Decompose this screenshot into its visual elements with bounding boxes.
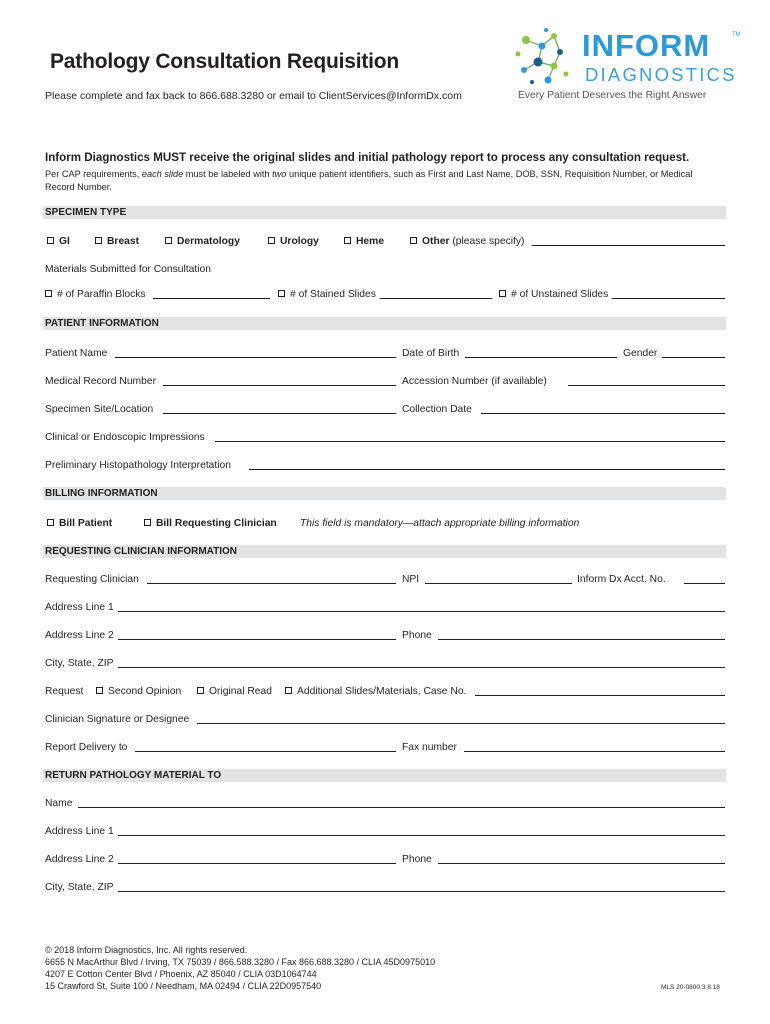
checkbox-icon [47, 519, 54, 526]
requirement-headline: Inform Diagnostics MUST receive the original slides and initial pathology report to process any consultation request. [45, 151, 690, 164]
checkbox-icon [165, 237, 172, 244]
medical-record-number-label: Medical Record Number [45, 376, 157, 387]
report-delivery-field[interactable] [135, 751, 396, 752]
checkbox-other[interactable]: Other (please specify) [410, 235, 524, 248]
clinician-city-state-zip-field[interactable] [118, 667, 725, 668]
clinician-address-line-2-label: Address Line 2 [45, 630, 114, 641]
patient-information-heading: PATIENT INFORMATION [43, 317, 726, 330]
logo-word-diagnostics: DIAGNOSTICS [585, 64, 737, 85]
irving-address: 6655 N MacArthur Blvd / Irving, TX 75039 / 866.588.3280 / Fax 866.688.3280 / CLIA 45D0975010 [45, 957, 436, 967]
collection-date-field[interactable] [481, 413, 725, 414]
specimen-type-heading: SPECIMEN TYPE [43, 206, 726, 219]
clinician-city-state-zip-label: City, State, ZIP [45, 658, 114, 669]
form-title: Pathology Consultation Requisition [50, 50, 400, 73]
medical-record-number-field[interactable] [163, 385, 396, 386]
logo-trademark: TM [732, 32, 741, 38]
return-city-state-zip-field[interactable] [118, 891, 725, 892]
return-address-line-1-field[interactable] [118, 835, 725, 836]
clinician-address-line-1-label: Address Line 1 [45, 602, 114, 613]
requesting-clinician-field[interactable] [147, 583, 396, 584]
acct-no-label: Inform Dx Acct. No. [577, 574, 666, 585]
checkbox-paraffin-blocks[interactable]: # of Paraffin Blocks [45, 288, 146, 301]
checkbox-gi[interactable]: GI [47, 235, 70, 248]
copyright-line: © 2018 Inform Diagnostics, Inc. All rights reserved. [45, 945, 248, 955]
logo-tagline: Every Patient Deserves the Right Answer [518, 90, 707, 101]
return-name-label: Name [45, 798, 73, 809]
checkbox-additional-slides[interactable]: Additional Slides/Materials, Case No. [285, 685, 466, 698]
checkbox-heme[interactable]: Heme [344, 235, 384, 248]
acct-no-field[interactable] [684, 583, 725, 584]
form-code: MLS 20-0800.3 8.18 [661, 984, 720, 991]
other-specify-field[interactable] [532, 245, 725, 246]
gender-label: Gender [623, 348, 658, 359]
patient-name-field[interactable] [115, 357, 396, 358]
clinician-signature-field[interactable] [197, 723, 725, 724]
checkbox-second-opinion[interactable]: Second Opinion [96, 685, 181, 698]
paraffin-blocks-field[interactable] [153, 298, 270, 299]
preliminary-interpretation-field[interactable] [249, 469, 725, 470]
checkbox-icon [96, 687, 103, 694]
checkbox-icon [344, 237, 351, 244]
npi-label: NPI [402, 574, 420, 585]
collection-date-label: Collection Date [402, 404, 472, 415]
checkbox-icon [45, 290, 52, 297]
clinician-address-line-2-field[interactable] [118, 639, 396, 640]
clinician-address-line-1-field[interactable] [118, 611, 725, 612]
materials-label: Materials Submitted for Consultation [45, 264, 211, 275]
requesting-clinician-label: Requesting Clinician [45, 574, 139, 585]
patient-name-label: Patient Name [45, 348, 108, 359]
clinical-impressions-label: Clinical or Endoscopic Impressions [45, 432, 205, 443]
checkbox-bill-patient[interactable]: Bill Patient [47, 517, 112, 530]
molecule-logo-icon [514, 26, 574, 88]
fax-number-field[interactable] [464, 751, 725, 752]
checkbox-original-read[interactable]: Original Read [197, 685, 272, 698]
case-number-field[interactable] [475, 695, 725, 696]
accession-number-field[interactable] [568, 385, 725, 386]
checkbox-icon [47, 237, 54, 244]
footer-addresses [45, 944, 435, 992]
phoenix-address: 4207 E Cotton Center Blvd / Phoenix, AZ 85040 / CLIA 03D1064744 [45, 969, 317, 979]
stained-slides-field[interactable] [380, 298, 492, 299]
specimen-site-label: Specimen Site/Location [45, 404, 154, 415]
return-material-heading: RETURN PATHOLOGY MATERIAL TO [43, 769, 726, 782]
checkbox-icon [95, 237, 102, 244]
checkbox-icon [499, 290, 506, 297]
checkbox-unstained-slides[interactable]: # of Unstained Slides [499, 288, 608, 301]
date-of-birth-label: Date of Birth [402, 348, 460, 359]
clinical-impressions-field[interactable] [215, 441, 725, 442]
return-address-line-1-label: Address Line 1 [45, 826, 114, 837]
return-address-line-2-label: Address Line 2 [45, 854, 114, 865]
gender-field[interactable] [662, 357, 725, 358]
checkbox-stained-slides[interactable]: # of Stained Slides [278, 288, 376, 301]
unstained-slides-field[interactable] [612, 298, 725, 299]
form-subtitle: Please complete and fax back to 866.688.3280 or email to ClientServices@InformDx.com [45, 90, 462, 102]
checkbox-icon [278, 290, 285, 297]
checkbox-urology[interactable]: Urology [268, 235, 319, 248]
checkbox-icon [285, 687, 292, 694]
checkbox-icon [410, 237, 417, 244]
clinician-phone-label: Phone [402, 630, 432, 641]
accession-number-label: Accession Number (if available) [402, 376, 547, 387]
needham-address: 15 Crawford St, Suite 100 / Needham, MA 02494 / CLIA 22D0957540 [45, 981, 322, 991]
return-address-line-2-field[interactable] [118, 863, 396, 864]
checkbox-breast[interactable]: Breast [95, 235, 139, 248]
billing-mandatory-note: This field is mandatory—attach appropriate billing information [300, 518, 580, 529]
return-city-state-zip-label: City, State, ZIP [45, 882, 114, 893]
clinician-phone-field[interactable] [438, 639, 725, 640]
checkbox-icon [268, 237, 275, 244]
preliminary-interpretation-label: Preliminary Histopathology Interpretation [45, 460, 232, 471]
logo-word-inform: INFORM [582, 28, 711, 63]
inform-diagnostics-logo [514, 26, 740, 110]
specimen-site-field[interactable] [163, 413, 396, 414]
return-phone-label: Phone [402, 854, 432, 865]
return-name-field[interactable] [78, 807, 725, 808]
checkbox-bill-requesting-clinician[interactable]: Bill Requesting Clinician [144, 517, 277, 530]
return-phone-field[interactable] [438, 863, 725, 864]
checkbox-dermatology[interactable]: Dermatology [165, 235, 240, 248]
report-delivery-label: Report Delivery to [45, 742, 128, 753]
cap-requirements-text: Per CAP requirements, each slide must be labeled with two unique patient identifiers, such as First and Last Name, DOB, SSN, Requisition Number, or Medical Record Number. [45, 169, 693, 192]
npi-field[interactable] [425, 583, 572, 584]
requesting-clinician-heading: REQUESTING CLINICIAN INFORMATION [43, 545, 726, 558]
fax-number-label: Fax number [402, 742, 457, 753]
date-of-birth-field[interactable] [465, 357, 617, 358]
request-label: Request [45, 686, 84, 697]
checkbox-icon [144, 519, 151, 526]
checkbox-icon [197, 687, 204, 694]
clinician-signature-label: Clinician Signature or Designee [45, 714, 190, 725]
billing-information-heading: BILLING INFORMATION [43, 487, 726, 500]
